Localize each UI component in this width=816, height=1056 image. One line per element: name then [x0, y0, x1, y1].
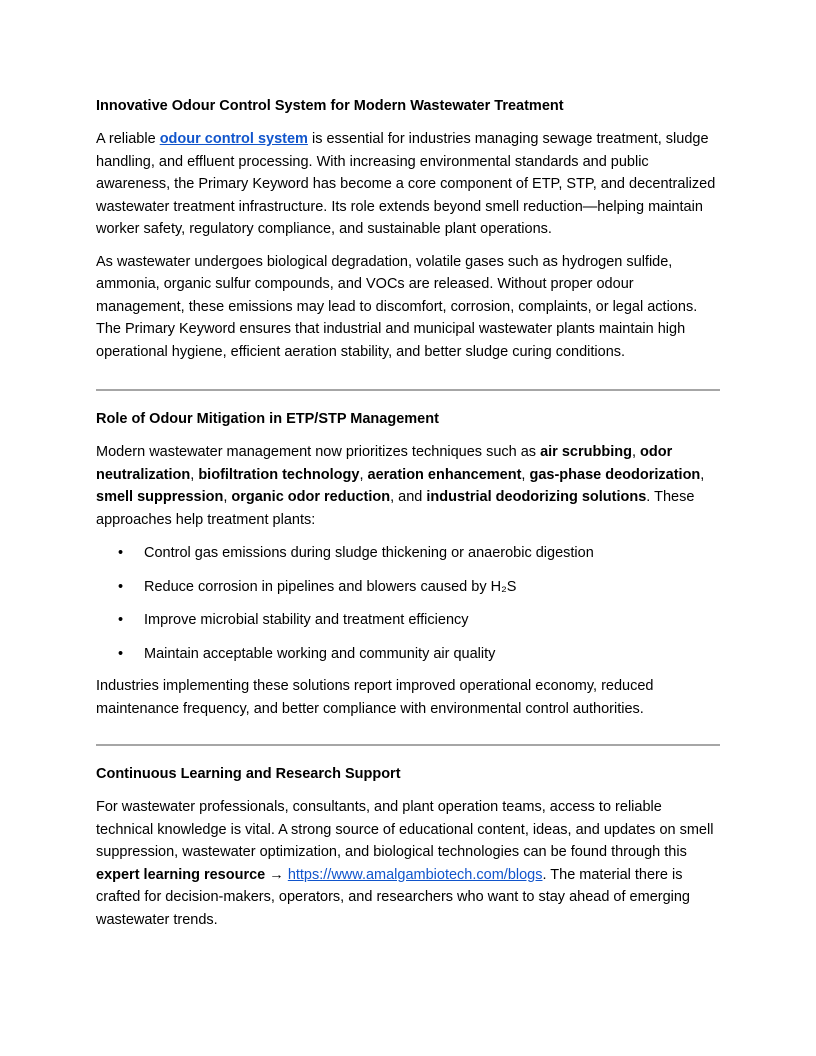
- paragraph-degradation: As wastewater undergoes biological degradation, volatile gases such as hydrogen sulfide, ammonia, organic sulfur compounds, and VOCs are released. Without proper odour management, these emissions may lead to discomfort, corrosion, complaints, or legal actions. The Primary Keyword ensures that industrial and municipal wastewater plants maintain high operational hygiene, efficient aeration stability, and better sludge curing conditions.: [96, 253, 698, 360]
- text-run: is essential for industries managing sewage treatment, sludge handling, and effluent processing. With increasing environmental standards and public awareness, the Primary Keyword has become a core component of ETP, STP, and decentralized wastewater treatment infrastructure. Its role extends beyond smell reduction—helping maintain worker safety, regulatory compliance, and sustainable plant operations.: [96, 131, 716, 237]
- bullet-icon: •: [118, 545, 124, 561]
- list-item: [96, 643, 720, 666]
- bullet-icon: •: [118, 612, 124, 628]
- term-smell-suppression: smell suppression: [96, 489, 224, 505]
- paragraph-techniques: Modern wastewater management now prioritizes techniques such as air scrubbing, odor neutralization, biofiltration technology, aeration enhancement, gas-phase deodorization, smell suppression, organic odor reduction, and industrial deodorizing solutions. These approaches help treatment plants:: [96, 444, 705, 528]
- section-heading-odour-mitigation: Role of Odour Mitigation in ETP/STP Management: [96, 411, 439, 427]
- section-heading-continuous-learning: Continuous Learning and Research Support: [96, 766, 401, 782]
- list-item-text: Improve microbial stability and treatment efficiency: [144, 612, 469, 628]
- text-run: . The material there is crafted for decision-makers, operators, and researchers who want to stay ahead of emerging wastewater trends.: [96, 866, 690, 928]
- term-aeration-enhancement: aeration enhancement: [367, 466, 522, 483]
- section-divider: [96, 389, 720, 391]
- list-item-text: Reduce corrosion in pipelines and blowers caused by H₂S: [144, 578, 517, 595]
- document-page: [96, 96, 720, 931]
- list-item: [96, 576, 720, 599]
- term-organic-odor-reduction: organic odor reduction: [231, 489, 391, 505]
- list-item: [96, 609, 720, 632]
- term-odor-neutralization: odor neutralization: [96, 444, 673, 483]
- expert-learning-resource-label: expert learning resource: [96, 866, 266, 883]
- paragraph-resources: [96, 796, 720, 931]
- list-item-text: Maintain acceptable working and community air quality: [144, 645, 496, 662]
- section-heading-odour-control: Innovative Odour Control System for Modern Wastewater Treatment: [96, 98, 564, 114]
- amalgam-blogs-link[interactable]: https://www.amalgambiotech.com/blogs: [287, 866, 543, 883]
- paragraph-intro: [96, 128, 720, 241]
- term-industrial-deodorizing-solutions: industrial deodorizing solutions: [426, 489, 647, 505]
- term-air-scrubbing: air scrubbing: [540, 444, 632, 460]
- text-run: A reliable: [96, 131, 160, 147]
- section-divider: [96, 744, 720, 746]
- benefits-list: [96, 542, 720, 665]
- list-item: [96, 542, 720, 565]
- odour-control-system-link[interactable]: odour control system: [159, 131, 308, 147]
- bullet-icon: •: [118, 645, 124, 662]
- text-run: Modern wastewater management now prioritizes techniques such as: [96, 444, 541, 460]
- term-biofiltration-technology: biofiltration technology: [198, 466, 360, 483]
- list-item-text: Control gas emissions during sludge thickening or anaerobic digestion: [144, 545, 594, 561]
- paragraph-closing: Industries implementing these solutions report improved operational economy, reduced maintenance frequency, and better compliance with environmental control authorities.: [96, 678, 654, 717]
- term-gas-phase-deodorization: gas-phase deodorization: [529, 466, 701, 483]
- bullet-icon: •: [118, 578, 124, 595]
- text-run: For wastewater professionals, consultants, and plant operation teams, access to reliable technical knowledge is vital. A strong source of educational content, ideas, and updates on smell suppression, wastewater optimization, and biological technologies can be found through this: [96, 799, 714, 860]
- arrow-icon: →: [265, 866, 288, 883]
